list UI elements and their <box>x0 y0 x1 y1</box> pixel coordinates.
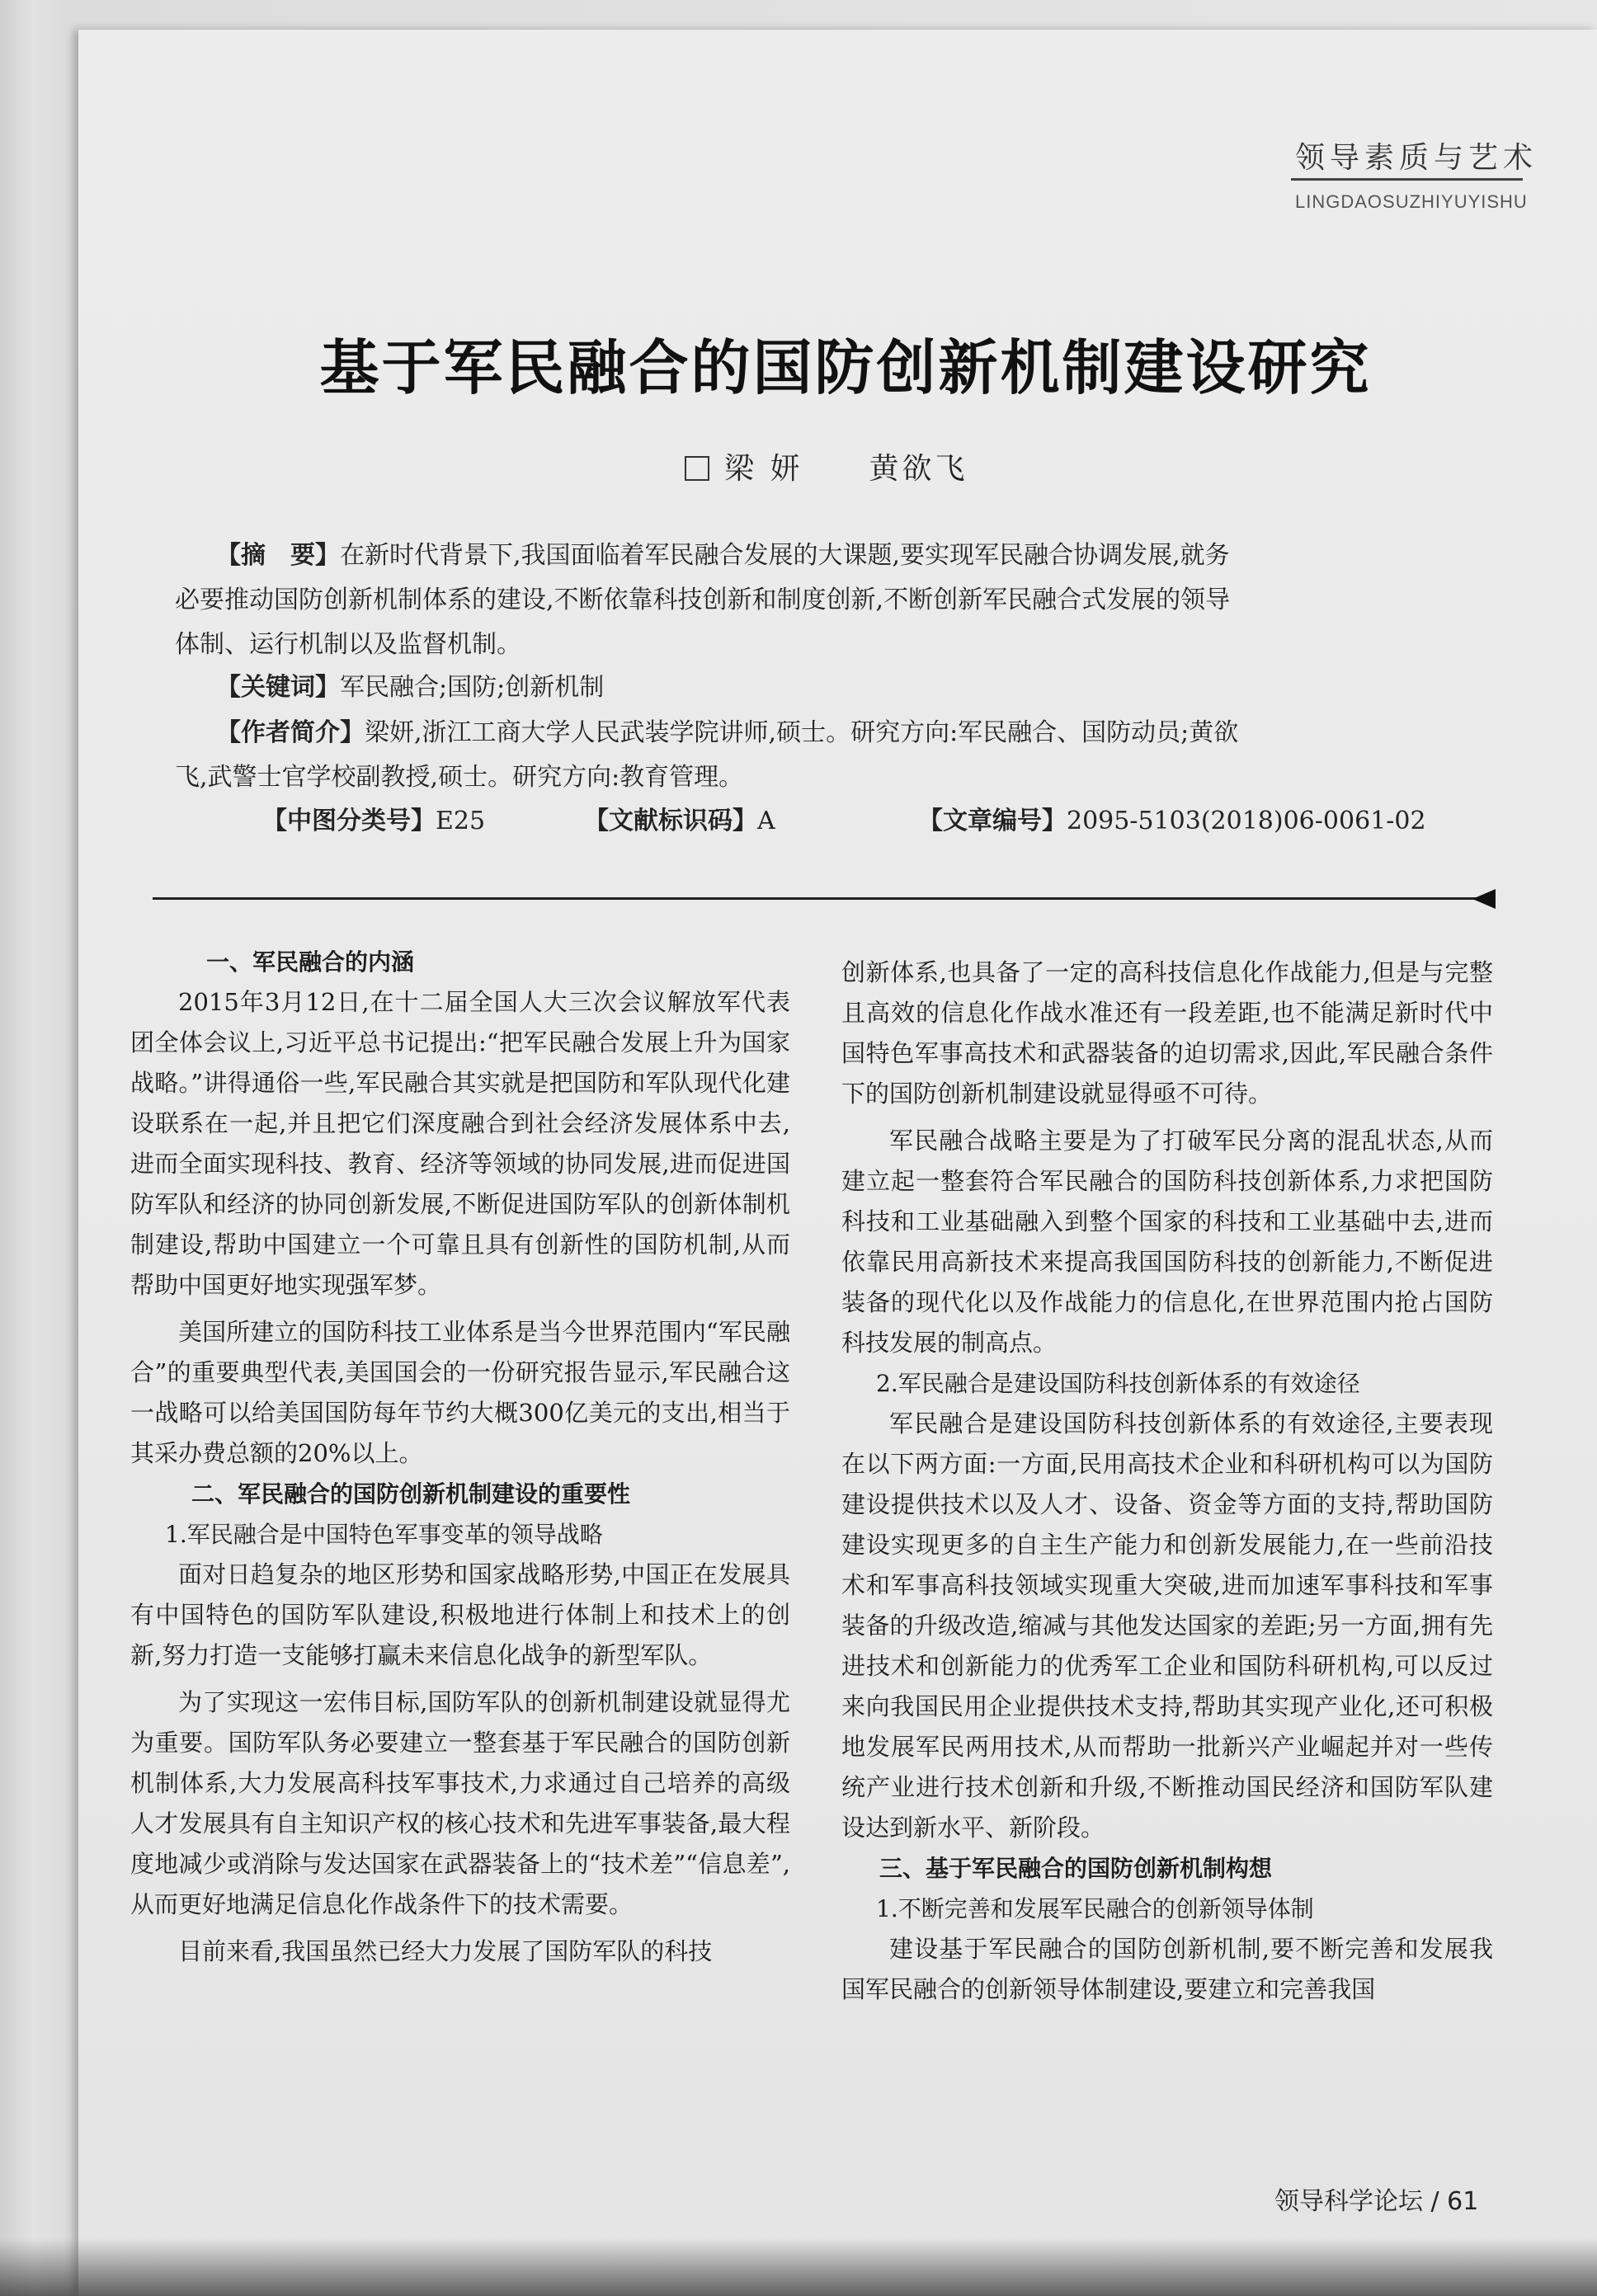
header-divider <box>1291 178 1523 181</box>
section-heading: 一、军民融合的内涵 <box>206 948 415 976</box>
journal-section-title: 领导素质与艺术 <box>1295 141 1538 175</box>
clc-number: 【中图分类号】E25 <box>262 807 486 835</box>
author-box-icon <box>685 456 709 481</box>
keywords-value: 军民融合;国防;创新机制 <box>340 673 605 702</box>
author-1: 梁 妍 <box>724 452 803 486</box>
paragraph: 军民融合是建设国防科技创新体系的有效途径,主要表现在以下两方面:一方面,民用高技术企业和科研机构可以为国防建设提供技术以及人才、设备、资金等方面的支持,帮助国防建设实现更多的自主生产能力和创新发展能力,在一些前沿技术和军事高科技领域实现重大突破,进而加速军事科技和军事装备的升级改造,缩减与其他发达国家的差距;另一方面,拥有先进技术和创新能力的优秀军工企业和国防科研机构,可以反过来向我国民用企业提供技术支持,帮助其实现产业化,还可积极地发展军民两用技术,从而帮助一批新兴产业崛起并对一些传统产业进行技术创新和升级,不断推动国民经济和国防军队建设达到新水平、新阶段。 <box>841 1409 1493 1842</box>
paragraph: 创新体系,也具备了一定的高科技信息化作战能力,但是与完整且高效的信息化作战水准还有一段差距,也不能满足新时代中国特色军事高技术和武器装备的迫切需求,因此,军民融合条件下的国防创新机制建设就显得亟不可待。 <box>841 958 1493 1108</box>
author-2: 黄欲飞 <box>869 452 968 486</box>
article-title: 基于军民融合的国防创新机制建设研究 <box>319 332 1372 402</box>
abstract-line: 在新时代背景下,我国面临着军民融合发展的大课题,要实现军民融合协调发展,就务 <box>340 541 1230 570</box>
scan-shadow <box>0 2238 1597 2296</box>
paragraph: 建设基于军民融合的国防创新机制,要不断完善和发展我国军民融合的创新领导体制建设,要建立和完善我国 <box>841 1935 1493 2003</box>
header-rule <box>153 897 1489 900</box>
author-intro-line: 飞,武警士官学校副教授,硕士。研究方向:教育管理。 <box>175 763 744 792</box>
article-number: 【文章编号】2095-5103(2018)06-0061-02 <box>918 807 1426 835</box>
author-intro-line: 梁妍,浙江工商大学人民武装学院讲师,硕士。研究方向:军民融合、国防动员;黄欲 <box>365 718 1239 747</box>
paragraph: 美国所建立的国防科技工业体系是当今世界范围内“军民融合”的重要典型代表,美国国会的一份研究报告显示,军民融合这一战略可以给美国国防每年节约大概300亿美元的支出,相当于其采办费总额的20%以上。 <box>130 1318 790 1467</box>
paragraph: 面对日趋复杂的地区形势和国家战略形势,中国正在发展具有中国特色的国防军队建设,积极地进行体制上和技术上的创新,努力打造一支能够打赢未来信息化战争的新型军队。 <box>130 1560 790 1669</box>
paragraph: 为了实现这一宏伟目标,国防军队的创新机制建设就显得尤为重要。国防军队务必要建立一整套基于军民融合的国防创新机制体系,大力发展高科技军事技术,力求通过自己培养的高级人才发展具有自主知识产权的核心技术和先进军事装备,最大程度地减少或消除与发达国家在武器装备上的“技术差”“信息差”,从而更好地满足信息化作战条件下的技术需要。 <box>130 1688 790 1918</box>
author-intro <box>175 711 1453 800</box>
abstract-label: 【摘 要】 <box>216 541 340 570</box>
paragraph: 目前来看,我国虽然已经大力发展了国防军队的科技 <box>178 1937 713 1965</box>
section-heading: 三、基于军民融合的国防创新机制构想 <box>879 1855 1273 1882</box>
abstract-line: 必要推动国防创新机制体系的建设,不断依靠科技创新和制度创新,不断创新军民融合式发展的领导 <box>175 586 1231 614</box>
author-line <box>685 445 968 487</box>
section-heading: 二、军民融合的国防创新机制建设的重要性 <box>191 1480 631 1508</box>
page-footer: 领导科学论坛 / 61 <box>1274 2187 1479 2216</box>
journal-section-pinyin: LINGDAOSUZHIYUYISHU <box>1295 191 1528 212</box>
keywords <box>216 666 1453 710</box>
right-column <box>841 953 1493 2010</box>
paragraph: 军民融合战略主要是为了打破军民分离的混乱状态,从而建立起一整套符合军民融合的国防科技创新体系,力求把国防科技和工业基础融入到整个国家的科技和工业基础中去,进而依靠民用高新技术来提高我国国防科技的创新能力,不断促进装备的现代化以及作战能力的信息化,在世界范围内抢占国防科技发展的制高点。 <box>841 1127 1493 1357</box>
paragraph: 2015年3月12日,在十二届全国人大三次会议解放军代表团全体会议上,习近平总书记提出:“把军民融合发展上升为国家战略。”讲得通俗一些,军民融合其实就是把国防和军队现代化建设联系在一起,并且把它们深度融合到社会经济发展体系中去,进而全面实现科技、教育、经济等领域的协同发展,进而促进国防军队和经济的协同创新发展,不断促进国防军队的创新体制机制建设,帮助中国建立一个可靠且具有创新性的国防机制,从而帮助中国更好地实现强军梦。 <box>130 988 790 1299</box>
keywords-label: 【关键词】 <box>216 673 340 702</box>
subsection-heading: 1.军民融合是中国特色军事变革的领导战略 <box>165 1521 603 1548</box>
rule-arrow-icon <box>1472 889 1496 909</box>
author-intro-label: 【作者简介】 <box>216 718 365 747</box>
document-code: 【文献标识码】A <box>584 807 775 835</box>
abstract-line: 体制、运行机制以及监督机制。 <box>175 630 521 659</box>
subsection-heading: 1.不断完善和发展军民融合的创新领导体制 <box>876 1895 1314 1922</box>
left-column <box>130 942 790 1972</box>
abstract <box>175 534 1453 667</box>
subsection-heading: 2.军民融合是建设国防科技创新体系的有效途径 <box>876 1370 1360 1397</box>
